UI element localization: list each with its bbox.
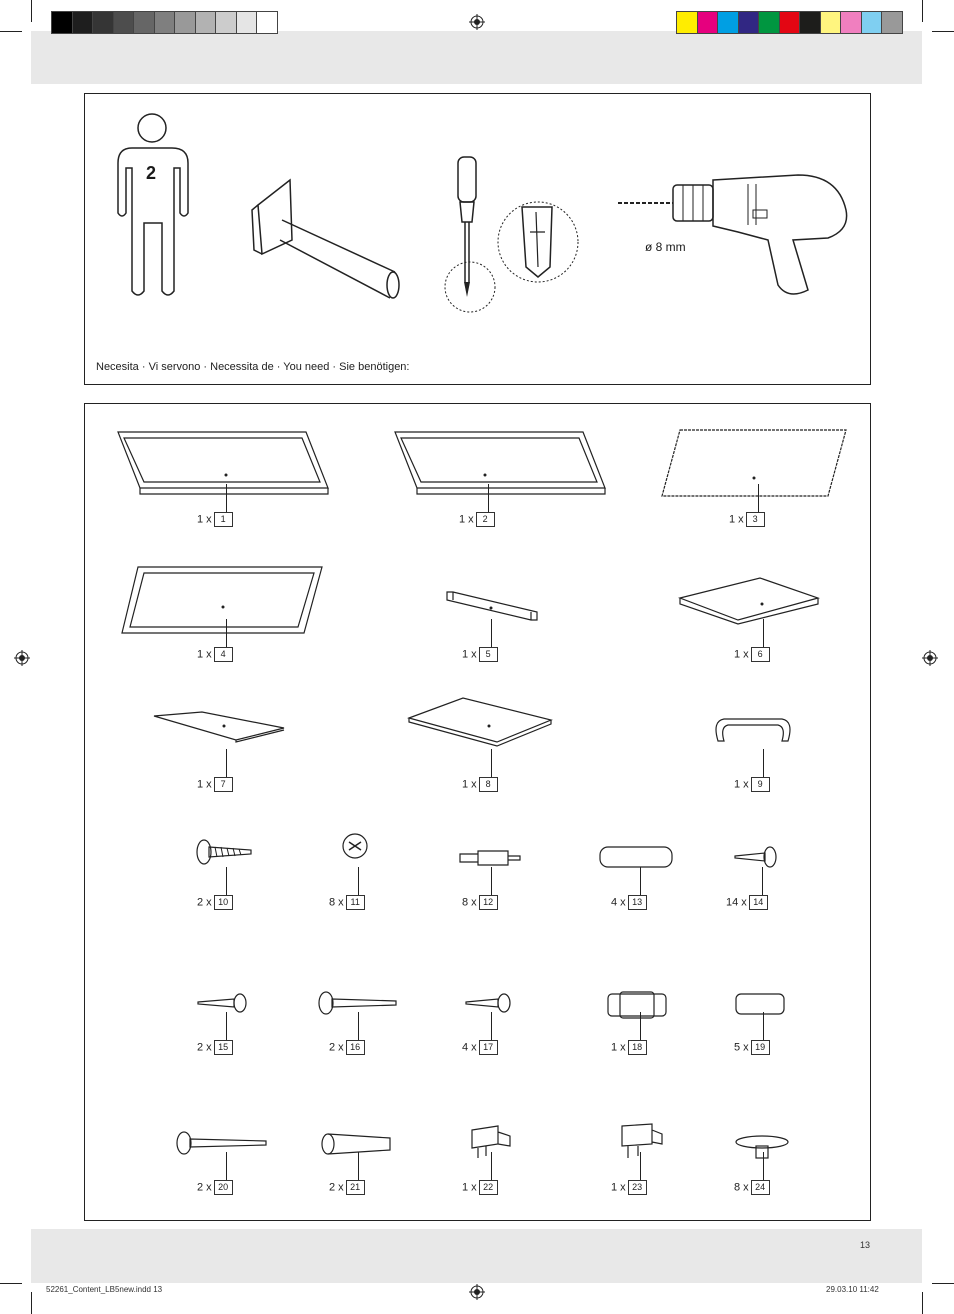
color-swatch <box>216 12 236 33</box>
leader-line <box>488 484 489 512</box>
tools-needed-label: Necesita · Vi servono · Necessita de · You need · Sie benötigen: <box>96 361 410 373</box>
part-number-box: 16 <box>346 1040 365 1055</box>
footer-filename: 52261_Content_LB5new.indd 13 <box>46 1285 163 1294</box>
footer-band <box>31 1229 922 1283</box>
part-quantity-13 <box>611 895 647 910</box>
color-swatch <box>882 12 902 33</box>
part-18-magnet-catch-icon <box>606 990 668 1020</box>
part-number-box: 14 <box>749 895 768 910</box>
quantity-text: 1 x <box>611 1181 626 1194</box>
crop-mark <box>31 1292 32 1314</box>
part-5-rail <box>445 590 540 622</box>
part-number-box: 1 <box>214 512 233 527</box>
part-quantity-11 <box>329 895 365 910</box>
color-swatch <box>800 12 820 33</box>
registration-mark-icon <box>469 14 485 30</box>
screwdriver-icon <box>440 152 585 322</box>
part-number-box: 7 <box>214 777 233 792</box>
crop-mark <box>922 1292 923 1314</box>
part-number-box: 3 <box>746 512 765 527</box>
color-swatch <box>739 12 759 33</box>
quantity-text: 2 x <box>329 1041 344 1054</box>
part-quantity-18 <box>611 1040 647 1055</box>
part-number-box: 6 <box>751 647 770 662</box>
quantity-text: 2 x <box>329 1181 344 1194</box>
part-quantity-17 <box>462 1040 498 1055</box>
crop-mark <box>0 31 22 32</box>
leader-line <box>491 1012 492 1040</box>
person-icon <box>114 113 194 303</box>
part-quantity-7 <box>197 777 233 792</box>
part-quantity-1 <box>197 512 233 527</box>
quantity-text: 8 x <box>462 896 477 909</box>
leader-line <box>226 484 227 512</box>
registration-mark-icon <box>922 650 938 666</box>
part-number-box: 11 <box>346 895 365 910</box>
leader-line <box>762 867 763 895</box>
crop-mark <box>922 0 923 22</box>
quantity-text: 4 x <box>462 1041 477 1054</box>
part-3-panel <box>660 428 850 498</box>
part-23-bracket-icon <box>618 1122 664 1160</box>
color-swatch <box>677 12 697 33</box>
quantity-text: 8 x <box>329 896 344 909</box>
quantity-text: 2 x <box>197 1181 212 1194</box>
color-swatch <box>698 12 718 33</box>
crop-mark <box>932 1283 954 1284</box>
part-quantity-22 <box>462 1180 498 1195</box>
part-quantity-21 <box>329 1180 365 1195</box>
quantity-text: 1 x <box>729 513 744 526</box>
part-number-box: 17 <box>479 1040 498 1055</box>
crop-mark <box>932 31 954 32</box>
quantity-text: 14 x <box>726 896 747 909</box>
quantity-text: 1 x <box>462 1181 477 1194</box>
leader-line <box>491 867 492 895</box>
part-24-shelf-pin-icon <box>734 1134 790 1160</box>
footer-date: 29.03.10 11:42 <box>826 1285 879 1294</box>
part-21-wall-anchor-icon <box>320 1126 392 1158</box>
leader-line <box>491 749 492 777</box>
part-number-box: 12 <box>479 895 498 910</box>
part-number-box: 24 <box>751 1180 770 1195</box>
part-number-box: 13 <box>628 895 647 910</box>
drill-icon <box>618 170 858 305</box>
part-quantity-3 <box>729 512 765 527</box>
color-swatch <box>114 12 134 33</box>
part-quantity-16 <box>329 1040 365 1055</box>
quantity-text: 1 x <box>462 648 477 661</box>
part-number-box: 9 <box>751 777 770 792</box>
header-band <box>31 31 922 84</box>
leader-line <box>763 619 764 647</box>
part-number-box: 23 <box>628 1180 647 1195</box>
part-quantity-2 <box>459 512 495 527</box>
color-swatch <box>155 12 175 33</box>
quantity-text: 2 x <box>197 1041 212 1054</box>
color-swatch <box>257 12 277 33</box>
crop-mark <box>0 1283 22 1284</box>
leader-line <box>358 1152 359 1180</box>
color-swatch <box>196 12 216 33</box>
part-12-cam-bolt-icon <box>458 848 523 868</box>
color-swatch <box>52 12 72 33</box>
quantity-text: 1 x <box>611 1041 626 1054</box>
color-swatch <box>718 12 738 33</box>
part-quantity-19 <box>734 1040 770 1055</box>
leader-line <box>763 1152 764 1180</box>
quantity-text: 8 x <box>734 1181 749 1194</box>
part-10-screw-icon <box>195 838 253 866</box>
part-quantity-10 <box>197 895 233 910</box>
color-swatch <box>93 12 113 33</box>
page-number: 13 <box>860 1240 871 1250</box>
quantity-text: 5 x <box>734 1041 749 1054</box>
leader-line <box>763 1012 764 1040</box>
quantity-text: 4 x <box>611 896 626 909</box>
part-1-frame <box>116 430 331 498</box>
part-number-box: 19 <box>751 1040 770 1055</box>
quantity-text: 1 x <box>197 778 212 791</box>
color-swatch <box>841 12 861 33</box>
color-swatch <box>73 12 93 33</box>
part-quantity-15 <box>197 1040 233 1055</box>
leader-line <box>226 867 227 895</box>
part-19-plug-icon <box>734 992 786 1016</box>
quantity-text: 1 x <box>462 778 477 791</box>
hammer-icon <box>250 180 410 310</box>
part-13-dowel-icon <box>598 845 674 869</box>
person-count: 2 <box>146 163 157 183</box>
registration-mark-icon <box>469 1284 485 1300</box>
part-2-frame <box>393 430 608 498</box>
part-number-box: 20 <box>214 1180 233 1195</box>
color-swatch <box>237 12 257 33</box>
part-number-box: 10 <box>214 895 233 910</box>
part-quantity-20 <box>197 1180 233 1195</box>
color-swatch <box>780 12 800 33</box>
color-swatch <box>134 12 154 33</box>
part-number-box: 4 <box>214 647 233 662</box>
part-quantity-9 <box>734 777 770 792</box>
part-14-screw-icon <box>733 845 778 869</box>
drill-size-label: ø 8 mm <box>645 240 686 254</box>
leader-line <box>358 867 359 895</box>
leader-line <box>358 1012 359 1040</box>
part-quantity-5 <box>462 647 498 662</box>
quantity-text: 1 x <box>734 648 749 661</box>
part-quantity-4 <box>197 647 233 662</box>
leader-line <box>226 1152 227 1180</box>
part-number-box: 5 <box>479 647 498 662</box>
leader-line <box>640 867 641 895</box>
quantity-text: 1 x <box>734 778 749 791</box>
part-number-box: 21 <box>346 1180 365 1195</box>
part-15-screw-icon <box>196 992 248 1014</box>
color-swatch <box>821 12 841 33</box>
part-9-handle <box>712 715 794 743</box>
leader-line <box>491 619 492 647</box>
part-number-box: 8 <box>479 777 498 792</box>
part-quantity-23 <box>611 1180 647 1195</box>
leader-line <box>226 619 227 647</box>
part-16-screw-icon <box>316 990 398 1016</box>
part-20-screw-icon <box>174 1130 268 1156</box>
leader-line <box>226 1012 227 1040</box>
leader-line <box>491 1152 492 1180</box>
part-7-board <box>152 710 287 744</box>
part-6-shelf <box>678 576 823 624</box>
color-swatch <box>175 12 195 33</box>
crop-mark <box>31 0 32 22</box>
part-quantity-14 <box>726 895 768 910</box>
part-4-frame <box>120 565 325 637</box>
part-11-cam-lock-icon <box>341 830 373 862</box>
part-number-box: 15 <box>214 1040 233 1055</box>
color-swatch <box>759 12 779 33</box>
part-number-box: 18 <box>628 1040 647 1055</box>
quantity-text: 1 x <box>459 513 474 526</box>
part-number-box: 2 <box>476 512 495 527</box>
quantity-text: 1 x <box>197 513 212 526</box>
color-swatch <box>862 12 882 33</box>
part-number-box: 22 <box>479 1180 498 1195</box>
part-8-board <box>405 696 555 748</box>
leader-line <box>763 749 764 777</box>
part-quantity-24 <box>734 1180 770 1195</box>
registration-mark-icon <box>14 650 30 666</box>
quantity-text: 1 x <box>197 648 212 661</box>
part-quantity-12 <box>462 895 498 910</box>
quantity-text: 2 x <box>197 896 212 909</box>
part-17-screw-icon <box>464 992 512 1014</box>
leader-line <box>640 1012 641 1040</box>
part-quantity-6 <box>734 647 770 662</box>
leader-line <box>640 1152 641 1180</box>
part-quantity-8 <box>462 777 498 792</box>
leader-line <box>226 749 227 777</box>
leader-line <box>758 484 759 512</box>
